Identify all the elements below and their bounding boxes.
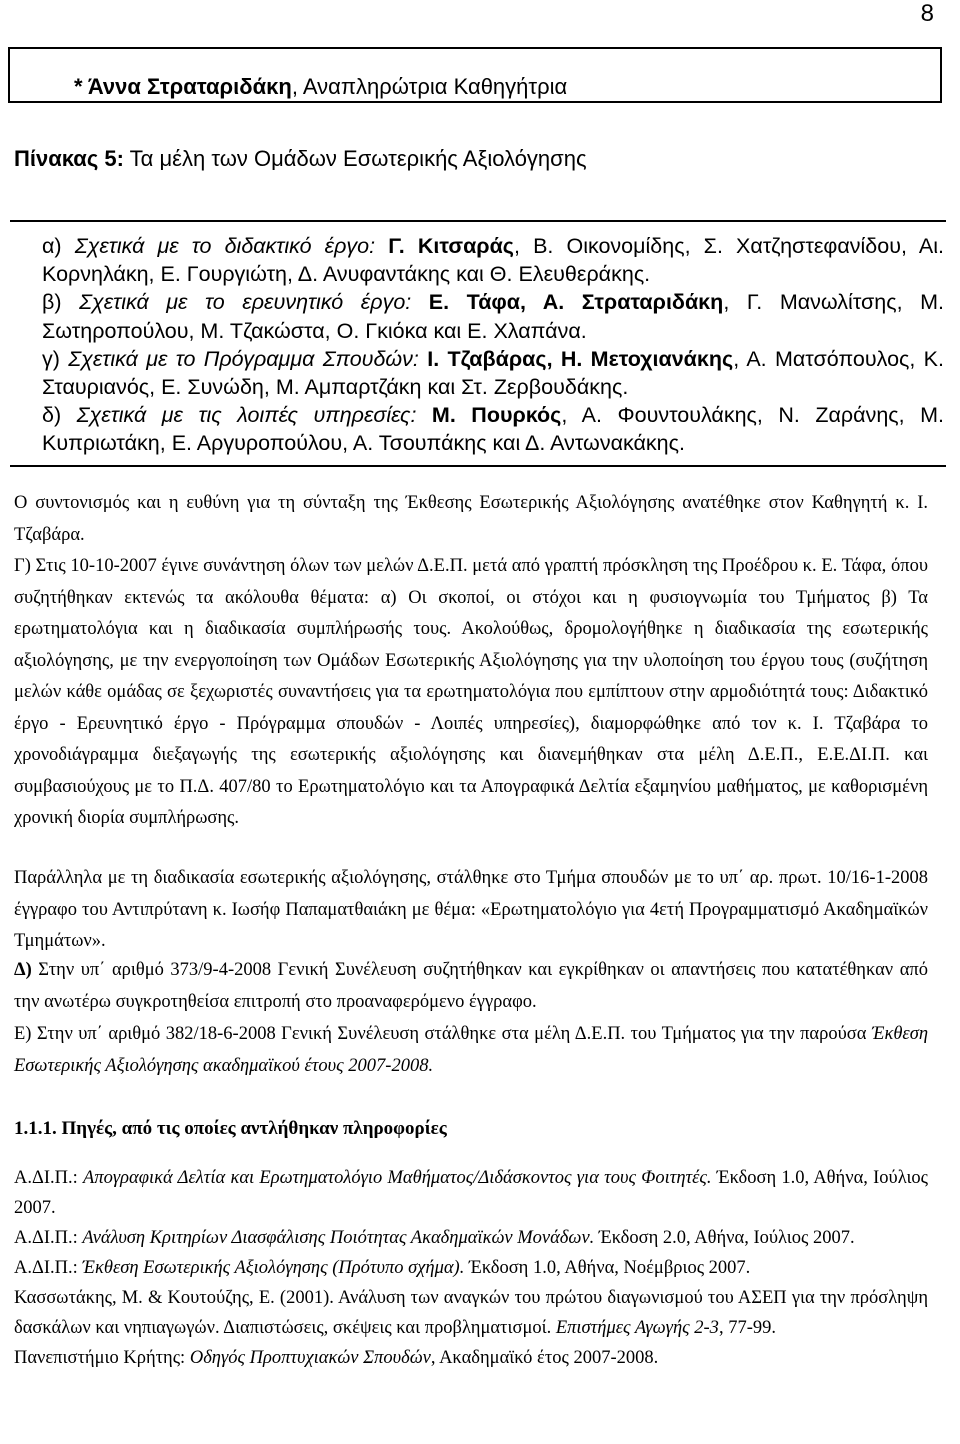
table-caption-text: Τα μέλη των Ομάδων Εσωτερικής Αξιολόγησης xyxy=(123,146,587,171)
group-label: Σχετικά με το διδακτικό έργο: xyxy=(74,234,376,258)
paragraph-assembly-382 xyxy=(14,1019,928,1082)
paragraph-coordination xyxy=(14,488,928,835)
reference-item: Α.ΔΙ.Π.: Ανάλυση Κριτηρίων Διασφάλισης Ποιότητας Ακαδημαϊκών Μονάδων. Έκδοση 2.0, Αθήνα, Ιούλιος 2007. xyxy=(14,1228,855,1248)
paragraph-italic: Έκθεση Εσωτερικής Αξιολόγησης ακαδημαϊκού έτους 2007-2008. xyxy=(14,1024,928,1076)
group-lead-names: Μ. Πουρκός xyxy=(416,403,562,428)
table-caption xyxy=(14,146,587,172)
top-note-name: * Άννα Στραταριδάκη xyxy=(74,74,292,99)
group-research xyxy=(14,288,944,344)
table-caption-label: Πίνακας 5: xyxy=(14,146,124,171)
paragraph-text: Ε) Στην υπ΄ αριθμό 382/18-6-2008 Γενική Συνέλευση στάλθηκε στα μέλη Δ.Ε.Π. του Τμήματος για την παρούσα xyxy=(14,1024,872,1044)
group-label: Σχετικά με τις λοιπές υπηρεσίες: xyxy=(76,403,417,428)
group-services xyxy=(14,401,944,457)
top-note xyxy=(74,74,567,100)
group-teaching xyxy=(14,232,944,288)
group-lead-names: Γ. Κιτσαράς xyxy=(375,234,514,258)
section-title: 1.1.1. Πηγές, από τις οποίες αντλήθηκαν πληροφορίες xyxy=(14,1118,447,1139)
group-label: Σχετικά με το ερευνητικό έργο: xyxy=(79,290,412,315)
group-prefix: β) xyxy=(42,290,80,315)
top-note-rest: , Αναπληρώτρια Καθηγήτρια xyxy=(291,74,568,99)
reference-item: Α.ΔΙ.Π.: Έκθεση Εσωτερικής Αξιολόγησης (Πρότυπο σχήμα). Έκδοση 1.0, Αθήνα, Νοέμβριος 2007. xyxy=(14,1258,751,1278)
group-prefix: γ) xyxy=(42,346,69,371)
group-names: , Α. Φουντουλάκης, Ν. Ζαράνης, Μ. Κυπριωτάκη, Ε. Αργυροπούλου, Α. Τσουπάκης και Δ. Αντωνακάκης. xyxy=(42,403,944,456)
groups-list xyxy=(14,232,944,458)
group-prefix: α) xyxy=(42,234,75,258)
paragraph-questionnaire-text: Παράλληλα με τη διαδικασία εσωτερικής αξιολόγησης, στάλθηκε στο Τμήμα σπουδών με το υπ΄ αρ. πρωτ. 10/16-1-2008 έγγραφο του Αντιπρύτανη κ. Ιωσήφ Παπαματθαιάκη με θέμα: «Ερωτηματολόγιο για 4ετή Προγραμματισμό Ακαδημαϊκών Τμημάτων». xyxy=(14,868,928,951)
references-list xyxy=(14,1163,928,1373)
reference-item: Κασσωτάκης, Μ. & Κουτούζης, Ε. (2001). Ανάλυση των αναγκών του πρώτου διαγωνισμού του ΑΣΕΠ για την πρόσληψη δασκάλων και νηπιαγωγών. Διαπιστώσεις, σκέψεις και προβληματισμοί. Επιστήμες Αγωγής 2-3, 77-99. xyxy=(14,1288,928,1338)
group-names: , Α. Ματσόπουλος, Κ. Σταυριανός, Ε. Συνώδη, Μ. Αμπαρτζάκη και Στ. Ζερβουδάκης. xyxy=(42,346,945,400)
group-label: Σχετικά με το Πρόγραμμα Σπουδών: xyxy=(68,346,419,371)
reference-item: Α.ΔΙ.Π.: Απογραφικά Δελτία και Ερωτηματολόγιο Μαθήματος/Διδάσκοντος για τους Φοιτητές. Έκδοση 1.0, Αθήνα, Ιούλιος 2007. xyxy=(14,1168,929,1218)
group-lead-names: Ι. Τζαβάρας, Η. Μετοχιανάκης xyxy=(418,346,734,371)
paragraph-text: Στην υπ΄ αριθμό 373/9-4-2008 Γενική Συνέλευση συζητήθηκαν και εγκρίθηκαν οι απαντήσεις που κατατέθηκαν από την ανωτέρω συγκροτηθείσα επιτροπή στο προαναφερόμενο έγγραφο. xyxy=(14,960,928,1012)
paragraph-lead: Δ) xyxy=(14,960,32,980)
group-names: , Β. Οικονομίδης, Σ. Χατζηστεφανίδου, Αι. Κορνηλάκη, Ε. Γουργιώτη, Δ. Ανυφαντάκης και Θ. Ελευθεράκης. xyxy=(42,234,944,287)
group-prefix: δ) xyxy=(42,403,77,428)
reference-item: Πανεπιστήμιο Κρήτης: Οδηγός Προπτυχιακών Σπουδών, Ακαδημαϊκό έτος 2007-2008. xyxy=(14,1348,659,1368)
paragraph-questionnaire xyxy=(14,863,928,958)
paragraph-coordination-s1: Ο συντονισμός και η ευθύνη για τη σύνταξη της Έκθεσης Εσωτερικής Αξιολόγησης ανατέθηκε στον Καθηγητή κ. Ι. Τζαβάρα. xyxy=(14,493,928,545)
page-number: 8 xyxy=(920,0,934,27)
paragraph-meeting: Γ) Στις 10-10-2007 έγινε συνάντηση όλων των μελών Δ.Ε.Π. μετά από γραπτή πρόσκληση της Προέδρου κ. Ε. Τάφα, όπου συζητήθηκαν εκτενώς τα ακόλουθα θέματα: α) Οι σκοποί, οι στόχοι και η φυσιογνωμία του Τμήματος β) Τα ερωτηματολόγια και η διαδικασία συμπλήρωσής τους. Ακολούθως, δρομολογήθηκε η διαδικασία της εσωτερικής αξιολόγησης, με την ενεργοποίηση των Ομάδων Εσωτερικής Αξιολόγησης για την υλοποίηση του έργου τους (συζήτηση μελών κάθε ομάδας σε ξεχωριστές συναντήσεις για τα ερωτηματολόγια που εμπίπτουν στην αρμοδιότητά τους: Διδακτικό έργο - Ερευνητικό έργο - Πρόγραμμα σπουδών - Λοιπές υπηρεσίες), διαμορφώθηκε από τον κ. Ι. Τζαβάρα το χρονοδιάγραμμα διεξαγωγής της εσωτερικής αξιολόγησης και διανεμήθηκαν στα μέλη Δ.Ε.Π., Ε.Ε.ΔΙ.Π. και συμβασιούχους με το Π.Δ. 407/80 το Ερωτηματολόγιο και τα Απογραφικά Δελτία εξαμηνίου μαθήματος, με καθορισμένη χρονική διορία συμπλήρωσης. xyxy=(14,556,928,828)
group-lead-names: Ε. Τάφα, Α. Στραταριδάκη xyxy=(411,290,724,315)
paragraph-assembly-373 xyxy=(14,955,928,1018)
group-curriculum xyxy=(14,345,944,401)
group-names: , Γ. Μανωλίτσης, Μ. Σωτηροπούλου, Μ. Τζακώστα, Ο. Γκιόκα και Ε. Χλαπάνα. xyxy=(42,290,945,343)
